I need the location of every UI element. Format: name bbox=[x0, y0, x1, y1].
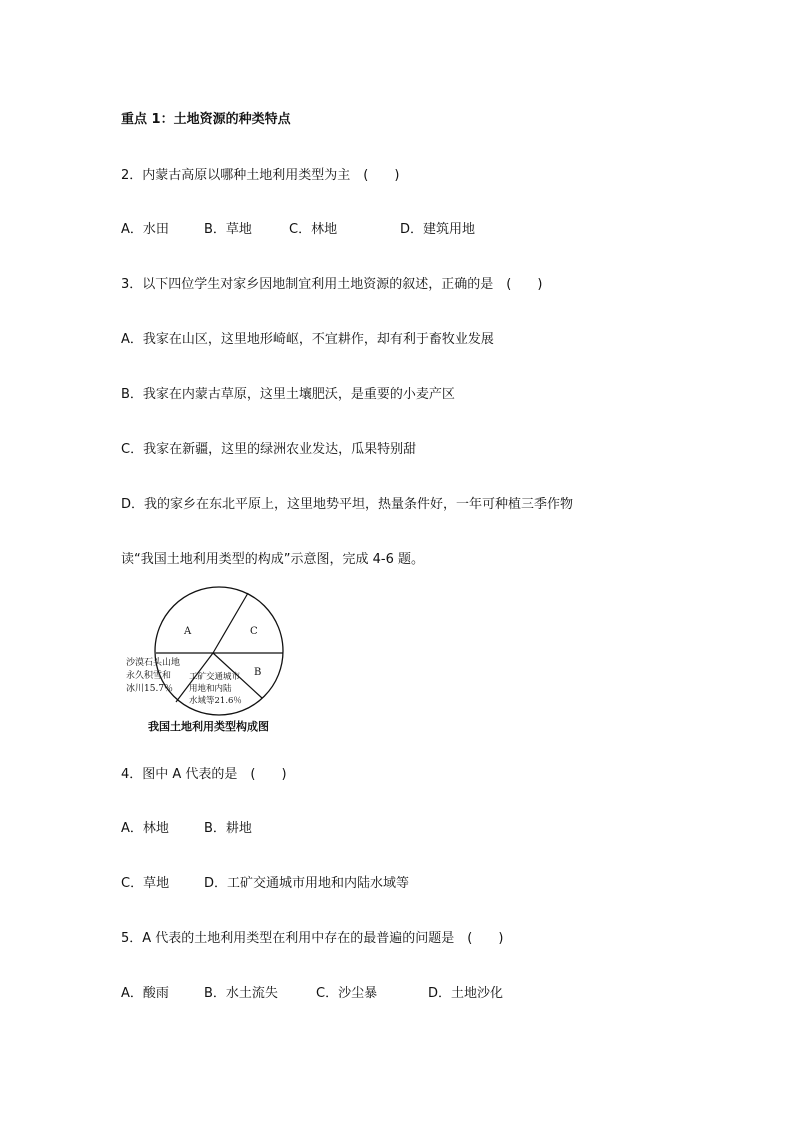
q3-option-a: A．我家在山区，这里地形崎岖，不宜耕作，却有利于畜牧业发展 bbox=[121, 332, 494, 347]
q5-option-b: B．水土流失 bbox=[204, 986, 278, 1001]
q3-option-c: C．我家在新疆，这里的绿洲农业发达，瓜果特别甜 bbox=[121, 442, 417, 457]
section-heading: 重点 1：土地资源的种类特点 bbox=[121, 112, 291, 127]
q4-option-b: B．耕地 bbox=[204, 821, 252, 836]
land-use-pie-chart bbox=[118, 585, 298, 740]
slice-label-urban-line2: 用地和内陆 bbox=[189, 684, 232, 694]
question-2-stem: 2．内蒙古高原以哪种土地利用类型为主 ( ) bbox=[121, 168, 400, 183]
q3-option-b: B．我家在内蒙古草原，这里土壤肥沃，是重要的小麦产区 bbox=[121, 387, 455, 402]
chart-intro: 读“我国土地利用类型的构成”示意图，完成 4-6 题。 bbox=[121, 552, 424, 567]
question-3-stem: 3．以下四位学生对家乡因地制宜利用土地资源的叙述，正确的是 ( ) bbox=[121, 277, 543, 292]
slice-label-urban-line3: 水域等21.6％ bbox=[189, 696, 242, 706]
slice-label-desert-line2: 永久积雪和 bbox=[126, 671, 172, 681]
q4-option-a: A．林地 bbox=[121, 821, 169, 836]
slice-label-desert-line3: 冰川15.7％ bbox=[126, 684, 174, 694]
slice-label-desert-line1: 沙漠石头山地 bbox=[126, 658, 181, 668]
q4-option-c: C．草地 bbox=[121, 876, 170, 891]
q2-option-d: D．建筑用地 bbox=[400, 222, 476, 237]
question-5-stem: 5．A 代表的土地利用类型在利用中存在的最普遍的问题是 ( ) bbox=[121, 931, 504, 946]
q2-option-a: A．水田 bbox=[121, 222, 169, 237]
q5-option-d: D．土地沙化 bbox=[428, 986, 504, 1001]
slice-label-b: B bbox=[254, 667, 262, 678]
pie-divider-a-c bbox=[213, 593, 248, 653]
slice-label-c: C bbox=[250, 626, 258, 637]
question-4-stem: 4．图中 A 代表的是 ( ) bbox=[121, 767, 287, 782]
q4-option-d: D．工矿交通城市用地和内陆水域等 bbox=[204, 876, 410, 891]
q3-option-d: D．我的家乡在东北平原上，这里地势平坦，热量条件好，一年可种植三季作物 bbox=[121, 497, 574, 512]
q2-option-c: C．林地 bbox=[289, 222, 338, 237]
chart-title: 我国土地利用类型构成图 bbox=[148, 720, 269, 733]
slice-label-urban-line1: 工矿交通城市 bbox=[189, 672, 241, 682]
slice-label-a: A bbox=[184, 626, 192, 637]
q5-option-c: C．沙尘暴 bbox=[316, 986, 378, 1001]
q2-option-b: B．草地 bbox=[204, 222, 252, 237]
q5-option-a: A．酸雨 bbox=[121, 986, 169, 1001]
